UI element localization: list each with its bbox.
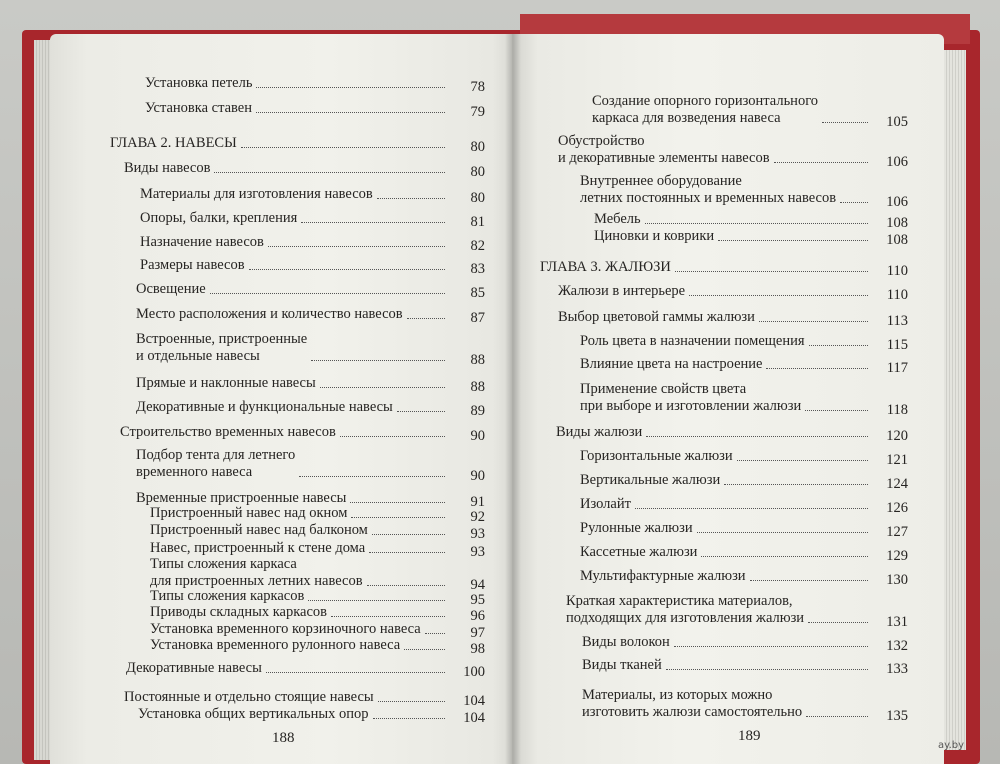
toc-entry-title: Виды волокон: [582, 634, 670, 650]
right-toc-entry: [580, 544, 697, 561]
toc-dot-leader: [308, 600, 445, 601]
toc-page-number: 82: [470, 238, 485, 254]
toc-entry-title: Краткая характеристика материалов,: [566, 593, 793, 609]
toc-dot-leader: [697, 532, 868, 533]
toc-dot-leader: [256, 87, 445, 88]
toc-entry-title: Применение свойств цвета: [580, 381, 747, 397]
toc-dot-leader: [737, 460, 868, 461]
toc-entry-title: Виды тканей: [582, 657, 662, 673]
toc-page-number: 95: [470, 592, 485, 608]
right-toc-entry: [582, 657, 662, 674]
toc-dot-leader: [666, 669, 868, 670]
left-toc-entry: [145, 100, 252, 117]
toc-dot-leader: [373, 718, 445, 719]
toc-dot-leader: [299, 476, 445, 477]
toc-entry-title: Временные пристроенные навесы: [136, 490, 347, 506]
toc-page-number: 80: [470, 139, 485, 155]
toc-entry-title: Декоративные и функциональные навесы: [136, 399, 393, 415]
toc-dot-leader: [759, 321, 868, 322]
left-toc-entry: [140, 186, 373, 203]
right-page-edges: [944, 50, 966, 750]
toc-page-number: 124: [886, 476, 908, 492]
toc-dot-leader: [256, 112, 445, 113]
toc-entry-title: Горизонтальные жалюзи: [580, 448, 733, 464]
toc-entry-title-line2: и декоративные элементы навесов: [558, 150, 770, 166]
toc-dot-leader: [750, 580, 868, 581]
toc-entry-title-line2: временного навеса: [136, 464, 253, 480]
toc-entry-title: Освещение: [136, 281, 206, 297]
toc-dot-leader: [425, 633, 445, 634]
toc-entry-title: Жалюзи в интерьере: [558, 283, 686, 299]
toc-entry-title: Установка временного корзиночного навеса: [150, 621, 421, 637]
right-toc-entry: [580, 356, 762, 373]
toc-entry-title: Место расположения и количество навесов: [136, 306, 403, 322]
toc-dot-leader: [635, 508, 868, 509]
toc-page-number: 132: [886, 638, 908, 654]
toc-entry-title: Материалы для изготовления навесов: [140, 186, 373, 202]
toc-entry-title: Опоры, балки, крепления: [140, 210, 298, 226]
right-toc-entry: [580, 173, 836, 207]
toc-page-number: 88: [470, 379, 485, 395]
book-gutter: [505, 34, 521, 764]
right-toc-entry: [592, 93, 818, 127]
left-page-number: 188: [272, 730, 295, 746]
left-toc-entry: [140, 257, 245, 274]
toc-dot-leader: [214, 172, 445, 173]
toc-entry-title: ГЛАВА 2. НАВЕСЫ: [110, 135, 237, 151]
toc-dot-leader: [724, 484, 868, 485]
toc-entry-title: Установка петель: [145, 75, 253, 91]
toc-entry-title: Встроенные, пристроенные: [136, 331, 308, 347]
left-toc-entry: [136, 306, 403, 323]
toc-dot-leader: [822, 122, 868, 123]
right-toc-entry: [580, 448, 733, 465]
toc-page-number: 80: [470, 190, 485, 206]
toc-entry-title: Мебель: [594, 211, 641, 227]
toc-entry-title: Строительство временных навесов: [120, 424, 336, 440]
left-toc-entry: [138, 706, 369, 723]
toc-dot-leader: [806, 716, 868, 717]
right-toc-entry: [580, 333, 805, 350]
toc-entry-title-line2: подходящих для изготовления жалюзи: [566, 610, 805, 626]
toc-entry-title: Типы сложения каркаса: [150, 556, 297, 572]
toc-entry-title: Навес, пристроенный к стене дома: [150, 540, 366, 556]
left-toc-entry: [136, 281, 206, 298]
right-toc-entry: [580, 568, 746, 585]
toc-entry-title-line2: изготовить жалюзи самостоятельно: [582, 704, 803, 720]
toc-entry-title: Влияние цвета на настроение: [580, 356, 763, 372]
toc-entry-title: Установка временного рулонного навеса: [150, 637, 401, 653]
left-toc-entry: [140, 234, 264, 251]
toc-entry-title: Виды навесов: [124, 160, 211, 176]
toc-page-number: 115: [886, 337, 908, 353]
right-toc-entry: [580, 381, 801, 415]
toc-page-number: 100: [463, 664, 485, 680]
right-toc-entry: [582, 687, 802, 721]
left-toc-entry: [136, 447, 295, 481]
left-toc-entry: [120, 424, 336, 441]
toc-dot-leader: [646, 436, 868, 437]
toc-entry-title: Рулонные жалюзи: [580, 520, 693, 536]
toc-page-number: 131: [886, 614, 908, 630]
left-toc-entry: [124, 689, 374, 706]
left-toc-entry: [145, 75, 252, 92]
left-toc-entry: [150, 505, 347, 522]
toc-entry-title-line2: каркаса для возведения навеса: [592, 110, 781, 126]
toc-page-number: 129: [886, 548, 908, 564]
toc-entry-title: Подбор тента для летнего: [136, 447, 296, 463]
right-toc-entry: [558, 309, 755, 326]
left-toc-entry: [136, 375, 316, 392]
toc-dot-leader: [645, 223, 868, 224]
toc-page-number: 106: [886, 154, 908, 170]
left-toc-entry: [110, 135, 237, 152]
toc-page-number: 90: [470, 468, 485, 484]
toc-dot-leader: [378, 701, 445, 702]
toc-page-number: 110: [886, 287, 908, 303]
toc-dot-leader: [689, 295, 868, 296]
toc-page-number: 117: [886, 360, 908, 376]
right-toc-entry: [582, 634, 670, 651]
toc-page-number: 108: [886, 215, 908, 231]
toc-dot-leader: [320, 387, 445, 388]
left-toc-entry: [124, 160, 210, 177]
toc-entry-title: Типы сложения каркасов: [150, 588, 305, 604]
toc-page-number: 85: [470, 285, 485, 301]
toc-page-number: 104: [463, 710, 485, 726]
toc-dot-leader: [766, 368, 868, 369]
toc-entry-title: Вертикальные жалюзи: [580, 472, 721, 488]
toc-entry-title-line2: при выборе и изготовлении жалюзи: [580, 398, 802, 414]
toc-page-number: 91: [470, 494, 485, 510]
toc-dot-leader: [674, 646, 868, 647]
toc-entry-title: Декоративные навесы: [126, 660, 262, 676]
toc-page-number: 90: [470, 428, 485, 444]
toc-page-number: 96: [470, 608, 485, 624]
toc-page-number: 93: [470, 526, 485, 542]
toc-page-number: 118: [886, 402, 908, 418]
toc-entry-title: Виды жалюзи: [556, 424, 643, 440]
toc-page-number: 88: [470, 352, 485, 368]
left-toc-entry: [150, 604, 327, 621]
toc-entry-title: Кассетные жалюзи: [580, 544, 698, 560]
right-toc-entry: [580, 520, 693, 537]
left-toc-entry: [150, 522, 368, 539]
toc-page-number: 87: [470, 310, 485, 326]
right-toc-entry: [580, 496, 631, 513]
toc-dot-leader: [369, 552, 445, 553]
right-toc-entry: [594, 211, 641, 228]
toc-page-number: 133: [886, 661, 908, 677]
toc-entry-title: Создание опорного горизонтального: [592, 93, 819, 109]
toc-page-number: 81: [470, 214, 485, 230]
toc-page-number: 79: [470, 104, 485, 120]
toc-dot-leader: [809, 345, 868, 346]
toc-page-number: 80: [470, 164, 485, 180]
right-toc-entry: [556, 424, 642, 441]
toc-dot-leader: [675, 271, 868, 272]
toc-entry-title: Постоянные и отдельно стоящие навесы: [124, 689, 374, 705]
toc-dot-leader: [268, 246, 445, 247]
left-toc-entry: [140, 210, 297, 227]
toc-page-number: 104: [463, 693, 485, 709]
left-toc-entry: [150, 637, 400, 654]
toc-dot-leader: [350, 502, 445, 503]
toc-entry-title: Приводы складных каркасов: [150, 604, 328, 620]
toc-entry-title: Пристроенный навес над балконом: [150, 522, 368, 538]
toc-dot-leader: [377, 198, 445, 199]
toc-dot-leader: [701, 556, 868, 557]
toc-page-number: 92: [470, 509, 485, 525]
toc-entry-title: Материалы, из которых можно: [582, 687, 773, 703]
toc-page-number: 126: [886, 500, 908, 516]
toc-dot-leader: [805, 410, 868, 411]
toc-entry-title: Обустройство: [558, 133, 645, 149]
left-toc-entry: [136, 331, 307, 365]
toc-entry-title: Роль цвета в назначении помещения: [580, 333, 805, 349]
toc-entry-title: Установка ставен: [145, 100, 252, 116]
toc-dot-leader: [301, 222, 445, 223]
toc-dot-leader: [407, 318, 445, 319]
toc-page-number: 97: [470, 625, 485, 641]
left-toc-entry: [126, 660, 262, 677]
toc-dot-leader: [241, 147, 445, 148]
right-toc-entry: [558, 133, 770, 167]
toc-dot-leader: [340, 436, 445, 437]
toc-dot-leader: [266, 672, 445, 673]
right-page-number: 189: [738, 728, 761, 744]
toc-page-number: 110: [886, 263, 908, 279]
toc-page-number: 89: [470, 403, 485, 419]
toc-dot-leader: [718, 240, 868, 241]
toc-page-number: 108: [886, 232, 908, 248]
toc-page-number: 83: [470, 261, 485, 277]
toc-entry-title: Циновки и коврики: [594, 228, 715, 244]
toc-entry-title-line2: для пристроенных летних навесов: [150, 573, 363, 589]
toc-entry-title: Внутреннее оборудование: [580, 173, 742, 189]
toc-dot-leader: [404, 649, 445, 650]
toc-dot-leader: [331, 616, 445, 617]
toc-page-number: 121: [886, 452, 908, 468]
toc-page-number: 94: [470, 577, 485, 593]
toc-entry-title: Изолайт: [580, 496, 631, 512]
toc-dot-leader: [351, 517, 445, 518]
toc-dot-leader: [372, 534, 445, 535]
toc-dot-leader: [840, 202, 868, 203]
toc-dot-leader: [249, 269, 445, 270]
toc-entry-title: Установка общих вертикальных опор: [138, 706, 369, 722]
toc-entry-title: Назначение навесов: [140, 234, 264, 250]
toc-page-number: 120: [886, 428, 908, 444]
toc-entry-title-line2: летних постоянных и временных навесов: [580, 190, 837, 206]
toc-page-number: 93: [470, 544, 485, 560]
toc-page-number: 98: [470, 641, 485, 657]
toc-page-number: 127: [886, 524, 908, 540]
toc-entry-title-line2: и отдельные навесы: [136, 348, 260, 364]
right-toc-entry: [566, 593, 804, 627]
toc-page-number: 130: [886, 572, 908, 588]
toc-page-number: 106: [886, 194, 908, 210]
toc-entry-title: Пристроенный навес над окном: [150, 505, 348, 521]
left-toc-entry: [150, 588, 304, 605]
toc-dot-leader: [808, 622, 868, 623]
right-toc-entry: [540, 259, 671, 276]
toc-page-number: 78: [470, 79, 485, 95]
toc-entry-title: ГЛАВА 3. ЖАЛЮЗИ: [540, 259, 671, 275]
toc-page-number: 105: [886, 114, 908, 130]
toc-entry-title: Мультифактурные жалюзи: [580, 568, 746, 584]
toc-dot-leader: [210, 293, 445, 294]
left-toc-entry: [150, 556, 363, 590]
right-toc-entry: [594, 228, 714, 245]
toc-dot-leader: [367, 585, 445, 586]
right-toc-entry: [558, 283, 685, 300]
left-toc-entry: [150, 621, 421, 638]
left-toc-entry: [150, 540, 365, 557]
toc-entry-title: Размеры навесов: [140, 257, 245, 273]
toc-dot-leader: [774, 162, 868, 163]
toc-page-number: 113: [886, 313, 908, 329]
toc-entry-title: Выбор цветовой гаммы жалюзи: [558, 309, 755, 325]
toc-page-number: 135: [886, 708, 908, 724]
left-toc-entry: [136, 399, 393, 416]
toc-dot-leader: [397, 411, 445, 412]
toc-entry-title: Прямые и наклонные навесы: [136, 375, 316, 391]
watermark: ay.by: [938, 740, 965, 751]
toc-dot-leader: [311, 360, 445, 361]
right-toc-entry: [580, 472, 720, 489]
